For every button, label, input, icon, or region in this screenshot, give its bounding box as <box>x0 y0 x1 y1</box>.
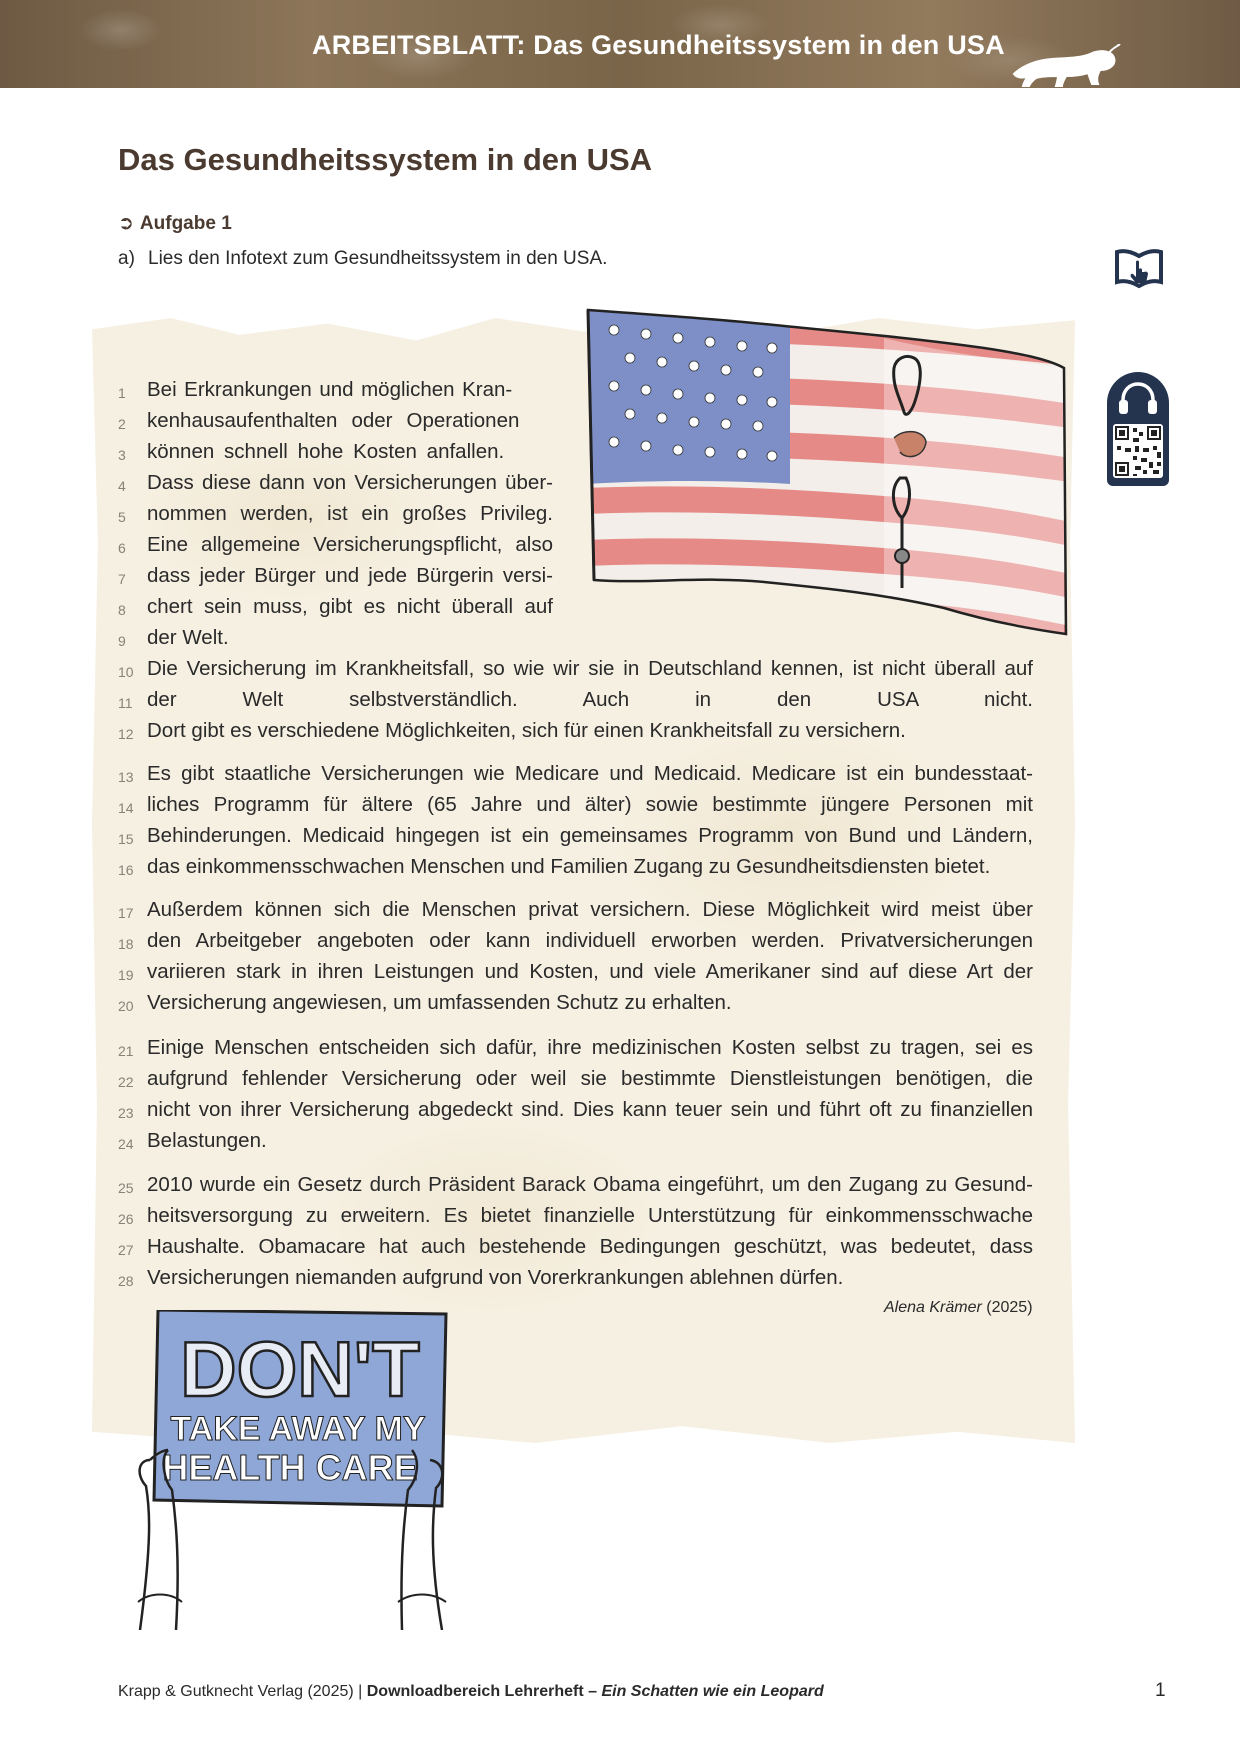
sign-line1: DON'T <box>180 1325 420 1413</box>
task-item-a <box>118 248 607 270</box>
header-banner <box>0 0 1240 88</box>
audio-qr-tab[interactable] <box>1107 372 1169 486</box>
task-heading <box>118 212 232 235</box>
page-number: 1 <box>1155 1680 1166 1701</box>
task-item-text: Lies den Infotext zum Gesundheitssystem in den USA. <box>148 248 608 269</box>
footer <box>118 1683 824 1701</box>
task-heading-label: Aufgabe 1 <box>139 213 232 234</box>
footer-area: Downloadbereich Lehrerheft – <box>366 1683 598 1700</box>
arrow-icon: ➲ <box>118 213 134 234</box>
sign-line2: TAKE AWAY MY <box>170 1410 426 1448</box>
flag-doctor-illustration <box>584 308 1070 640</box>
headphones-icon <box>1107 372 1169 422</box>
book-pointer-icon[interactable] <box>1114 246 1164 292</box>
task-item-label: a) <box>118 248 135 269</box>
protest-sign-illustration <box>130 1310 460 1630</box>
header-title: ARBEITSBLATT: Das Gesundheitssystem in den USA <box>312 30 1005 60</box>
qr-code[interactable] <box>1113 424 1163 478</box>
footer-book: Ein Schatten wie ein Leopard <box>601 1683 824 1700</box>
sign-line3: HEALTH CARE <box>162 1447 418 1488</box>
footer-publisher: Krapp & Gutknecht Verlag (2025) | <box>118 1683 363 1700</box>
page-title: Das Gesundheitssystem in den USA <box>118 142 653 177</box>
author-credit: Alena Krämer (2025) <box>884 1299 1033 1316</box>
leopard-icon <box>1012 44 1122 90</box>
